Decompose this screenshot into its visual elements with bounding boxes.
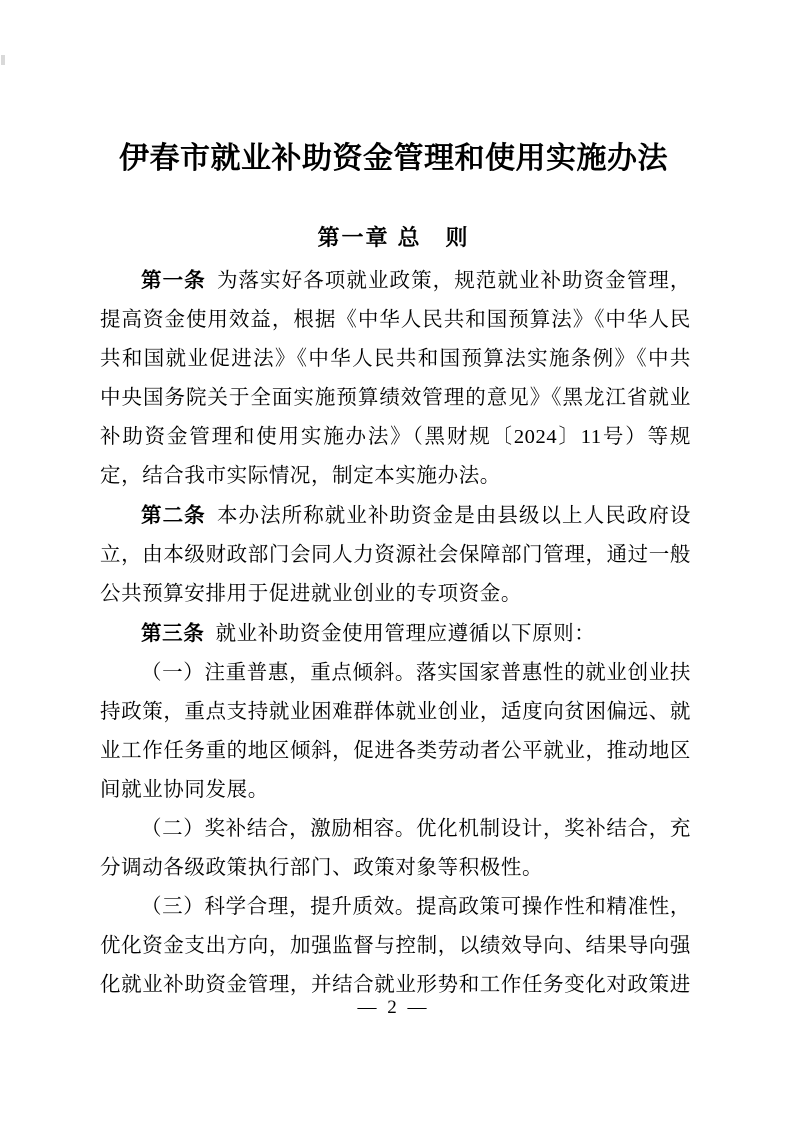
- paragraph-text: 就业补助资金使用管理应遵循以下原则：: [215, 623, 596, 645]
- chapter-heading: 第一章 总 则: [317, 225, 470, 250]
- paragraph-text: （二）奖补结合，激励相容。优化机制设计，奖补结合，充分调动各级政策执行部门、政策对象等积极性。: [100, 818, 691, 879]
- clause-label: 第二条: [141, 504, 206, 527]
- paragraph-text: 本办法所称就业补助资金是由县级以上人民政府设立，由本级财政部门会同人力资源社会保障部门管理，通过一般公共预算安排用于促进就业创业的专项资金。: [100, 505, 691, 605]
- paragraph-text: 为落实好各项就业政策，规范就业补助资金管理，提高资金使用效益，根据《中华人民共和国预算法》《中华人民共和国就业促进法》《中华人民共和国预算法实施条例》《中共中央国务院关于全面实施预算绩效管理的意见》《黑龙江省就业补助资金管理和使用实施办法》（黑财规〔2024〕11号）等规定，结合我市实际情况，制定本实施办法。: [100, 270, 691, 487]
- paragraph-text: （三）科学合理，提升质效。提高政策可操作性和精准性，优化资金支出方向，加强监督与控制，以绩效导向、结果导向强化就业补助资金管理，并结合就业形势和工作任务变化对政策进: [100, 896, 691, 996]
- paragraph: [100, 614, 691, 654]
- document-body: [100, 261, 691, 1005]
- page-title: 伊春市就业补助资金管理和使用实施办法: [119, 142, 668, 175]
- clause-label: 第三条: [141, 622, 205, 645]
- page-number: — 2 —: [357, 997, 430, 1018]
- paragraph: [100, 654, 691, 810]
- clause-label: 第一条: [141, 269, 206, 292]
- paragraph: [100, 888, 691, 1005]
- scan-artifact: [1, 55, 5, 65]
- paragraph-text: （一）注重普惠，重点倾斜。落实国家普惠性的就业创业扶持政策，重点支持就业困难群体就业创业，适度向贫困偏远、就业工作任务重的地区倾斜，促进各类劳动者公平就业，推动地区间就业协同发展。: [100, 662, 691, 801]
- paragraph: [100, 261, 691, 496]
- paragraph: [100, 496, 691, 614]
- paragraph: [100, 810, 691, 888]
